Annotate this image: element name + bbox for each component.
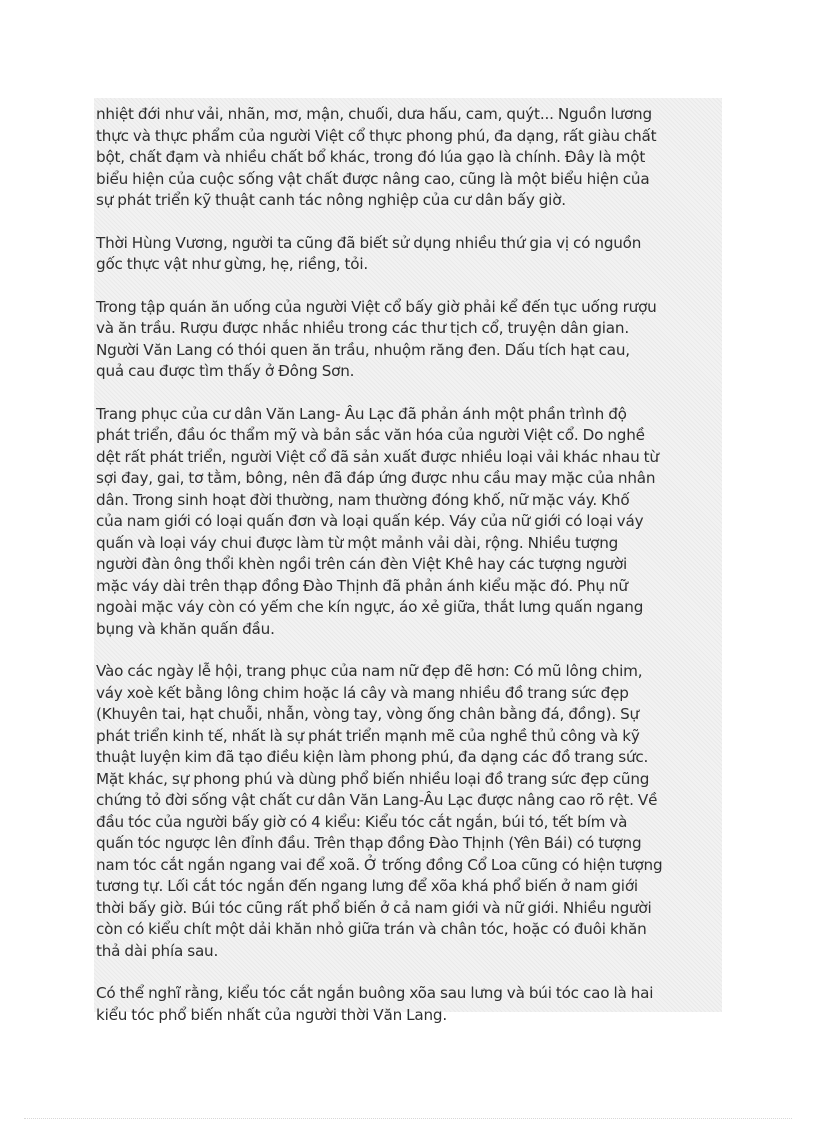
paragraph-spices [96,233,722,276]
text-line: của nam giới có loại quấn đơn và loại quấn kép. Váy của nữ giới có loại váy [96,512,644,530]
text-line: dân. Trong sinh hoạt đời thường, nam thường đóng khố, nữ mặc váy. Khố [96,490,630,509]
paragraph-conclusion [96,983,722,1026]
text-line: Mặt khác, sự phong phú và dùng phổ biến nhiều loại đồ trang sức đẹp cũng [96,769,650,788]
text-line: đầu tóc của người bấy giờ có 4 kiểu: Kiểu tóc cắt ngắn, búi tó, tết bím và [96,812,628,831]
text-line: kiểu tóc phổ biến nhất của người thời Văn Lang. [96,1005,447,1024]
text-line: thời bấy giờ. Búi tóc cũng rất phổ biến ở cả nam giới và nữ giới. Nhiều người [96,898,652,917]
text-line: thả dài phía sau. [96,941,219,960]
text-line: quấn và loại váy chui được làm từ một mảnh vải dài, rộng. Nhiều tượng [96,533,619,552]
text-line: váy xoè kết bằng lông chim hoặc lá cây và mang nhiều đồ trang sức đẹp [96,683,629,702]
text-line: phát triển kinh tế, nhất là sự phát triển mạnh mẽ của nghề thủ công và kỹ [96,726,640,745]
page-bottom-divider [24,1118,792,1119]
text-line: sợi đay, gai, tơ tằm, bông, nên đã đáp ứng được nhu cầu may mặc của nhân [96,469,656,487]
text-line: phát triển, đầu óc thẩm mỹ và bản sắc văn hóa của người Việt cổ. Do nghề [96,426,645,444]
text-line: thuật luyện kim đã tạo điều kiện làm phong phú, đa dạng các đồ trang sức. [96,748,649,766]
text-line: ngoài mặc váy còn có yếm che kín ngực, áo xẻ giữa, thắt lưng quấn ngang [96,598,644,616]
text-line: chứng tỏ đời sống vật chất cư dân Văn Lang-Âu Lạc được nâng cao rõ rệt. Về [96,791,658,809]
text-line: bụng và khăn quấn đầu. [96,619,275,638]
text-line: quả cau được tìm thấy ở Đông Sơn. [96,362,355,380]
text-line: người đàn ông thổi khèn ngồi trên cán đèn Việt Khê hay các tượng người [96,555,628,573]
paragraph-clothing [96,404,722,641]
text-line: nam tóc cắt ngắn ngang vai để xoã. Ở trống đồng Cổ Loa cũng có hiện tượng [96,855,663,874]
paragraph-food [96,104,722,212]
paragraph-wine-betel [96,297,722,383]
text-line: còn có kiểu chít một dải khăn nhỏ giữa trán và chân tóc, hoặc có đuôi khăn [96,920,647,938]
text-line: gốc thực vật như gừng, hẹ, riềng, tỏi. [96,255,369,273]
text-line: biểu hiện của cuộc sống vật chất được nâng cao, cũng là một biểu hiện của [96,169,650,188]
text-line: thực và thực phẩm của người Việt cổ thực phong phú, đa dạng, rất giàu chất [96,126,657,145]
text-line: Trang phục của cư dân Văn Lang- Âu Lạc đã phản ánh một phần trình độ [96,404,627,423]
text-line: tương tự. Lối cắt tóc ngắn đến ngang lưng để xõa khá phổ biến ở nam giới [96,877,638,895]
text-line: Có thể nghĩ rằng, kiểu tóc cắt ngắn buông xõa sau lưng và búi tóc cao là hai [96,984,654,1002]
text-line: Thời Hùng Vương, người ta cũng đã biết sử dụng nhiều thứ gia vị có nguồn [96,233,642,252]
text-block [94,98,722,1024]
text-line: Vào các ngày lễ hội, trang phục của nam nữ đẹp đẽ hơn: Có mũ lông chim, [96,662,643,680]
text-line: dệt rất phát triển, người Việt cổ đã sản xuất được nhiều loại vải khác nhau từ [96,447,659,466]
paragraph-festival-hair [96,661,722,962]
text-line: (Khuyên tai, hạt chuỗi, nhẫn, vòng tay, vòng ống chân bằng đá, đồng). Sự [96,705,639,723]
text-line: Người Văn Lang có thói quen ăn trầu, nhuộm răng đen. Dấu tích hạt cau, [96,340,630,359]
text-line: nhiệt đới như vải, nhãn, mơ, mận, chuối, dưa hấu, cam, quýt... Nguồn lương [96,105,652,123]
text-line: mặc váy dài trên thạp đồng Đào Thịnh đã phản ánh kiểu mặc đó. Phụ nữ [96,576,628,595]
text-line: Trong tập quán ăn uống của người Việt cổ bấy giờ phải kể đến tục uống rượu [96,297,657,316]
text-line: bột, chất đạm và nhiều chất bổ khác, trong đó lúa gạo là chính. Đây là một [96,148,646,166]
text-line: quấn tóc ngược lên đỉnh đầu. Trên thạp đồng Đào Thịnh (Yên Bái) có tượng [96,834,642,852]
text-line: và ăn trầu. Rượu được nhắc nhiều trong các thư tịch cổ, truyện dân gian. [96,319,629,337]
text-line: sự phát triển kỹ thuật canh tác nông nghiệp của cư dân bấy giờ. [96,191,566,209]
